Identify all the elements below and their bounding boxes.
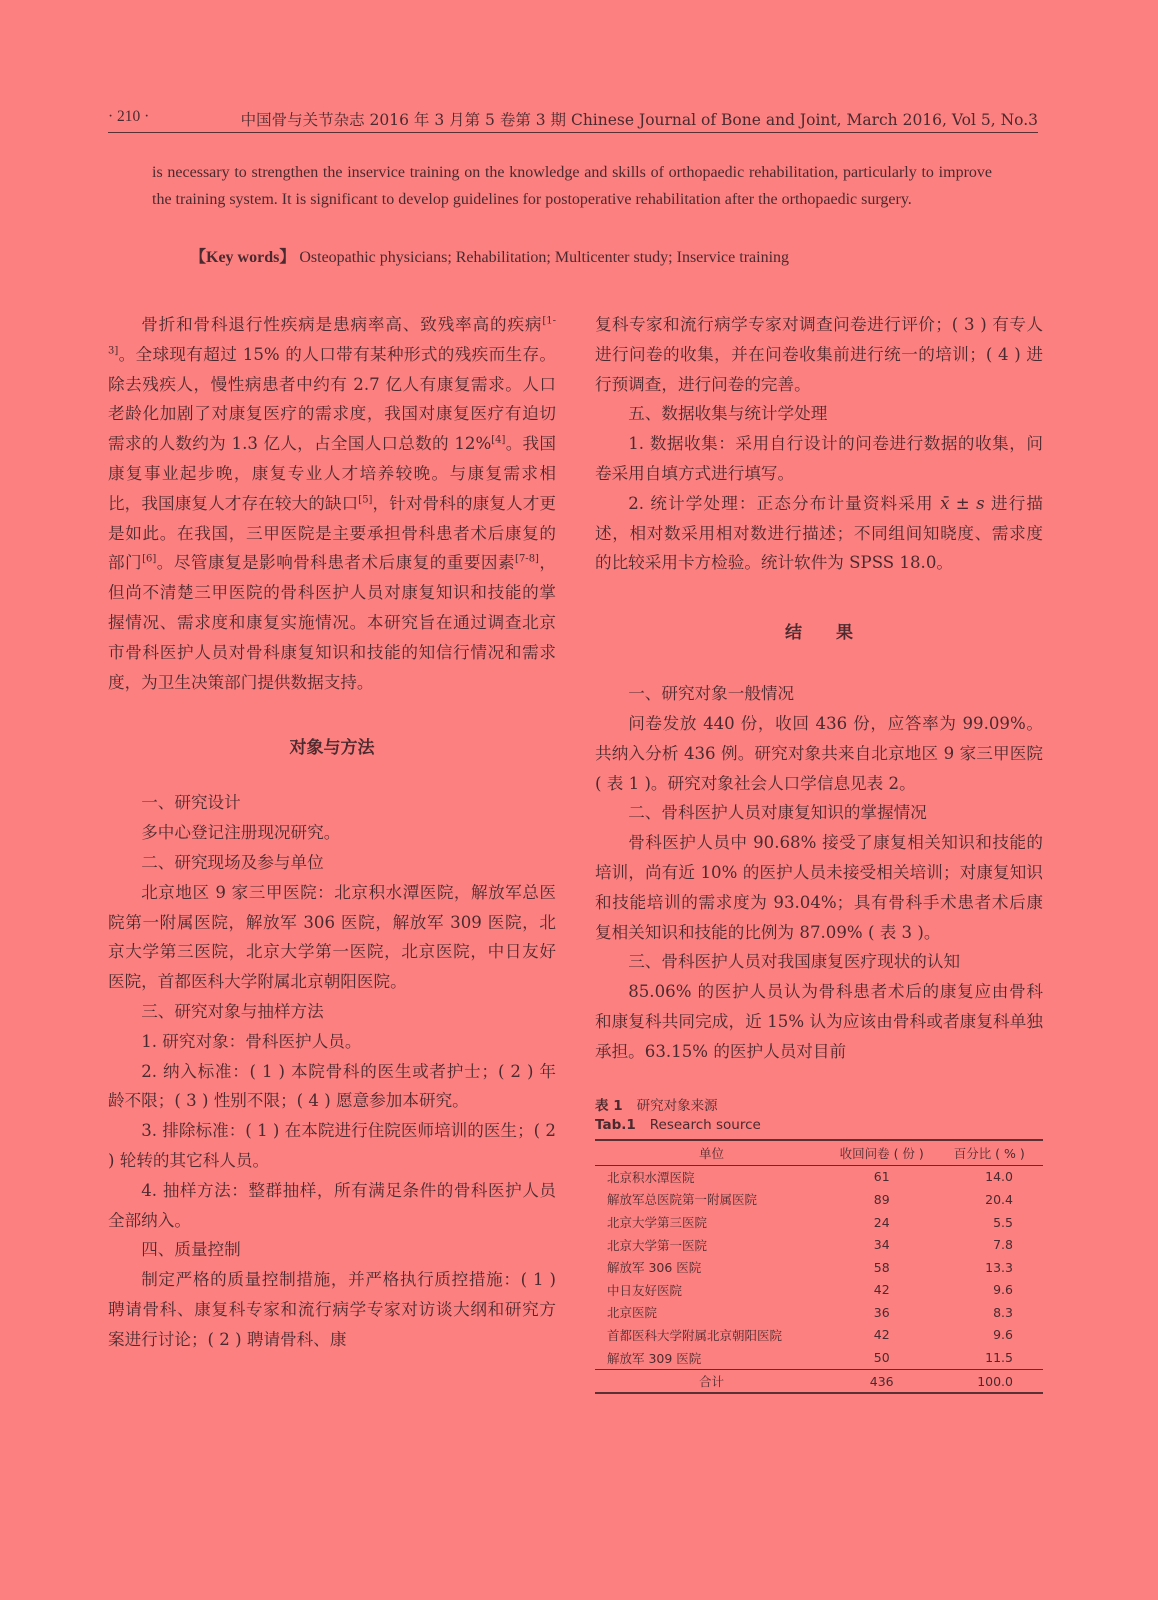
paragraph: 北京地区 9 家三甲医院：北京积水潭医院，解放军总医院第一附属医院，解放军 306 医院，解放军 309 医院，北京大学第三医院，北京大学第一医院，北京医院，中日友好医院，首都医科大学附属北京朝阳医院。 [108,882,556,992]
column-header: 百分比 ( % ) [953,1145,1025,1161]
table-row [595,1165,1043,1188]
table-cell: 5.5 [993,1214,1013,1230]
paragraph: 制定严格的质量控制措施，并严格执行质控措施：( 1 ) 聘请骨科、康复科专家和流行病学专家对访谈大纲和研究方案进行讨论；( 2 ) 聘请骨科、康 [108,1270,556,1349]
running-header [108,106,1038,133]
table-cell: 北京大学第三医院 [607,1215,708,1231]
text-span: 表 1 [595,1097,623,1114]
text-span: ，但尚不清楚三甲医院的骨科医护人员对康复知识和技能的掌握情况、需求度和康复实施情况。本研究旨在通过调查北京市骨科医护人员对骨科康复知识和技能的知信行情况和需求度，为卫生决策部门提供数据支持。 [108,553,557,692]
table-cell: 13.3 [985,1259,1013,1275]
text-span: [1-3] [108,315,556,357]
subheading: 一、研究对象一般情况 [628,684,795,704]
table-cell: 解放军总医院第一附属医院 [607,1192,758,1208]
paragraph: 1. 数据收集：采用自行设计的问卷进行数据的收集，问卷采用自填方式进行填写。 [595,434,1043,483]
paragraph: 3. 排除标准：( 1 ) 在本院进行住院医师培训的医生；( 2 ) 轮转的其它科人员。 [108,1121,556,1170]
subheading: 三、研究对象与抽样方法 [141,1001,324,1021]
section-heading-methods: 对象与方法 [289,738,375,759]
table-row [595,1233,1043,1256]
journal-citation: 中国骨与关节杂志 2016 年 3 月第 5 卷第 3 期 Chinese Journal of Bone and Joint, March 2016, Vol 5, No.3 [240,111,1038,129]
subheading: 一、研究设计 [141,793,241,813]
text-span: 。尽管康复是影响骨科患者术后康复的重要因素 [156,553,516,573]
table-cell: 436 [869,1373,894,1389]
table-header-row [595,1140,1043,1166]
paragraph: 1. 研究对象：骨科医护人员。 [141,1031,362,1051]
text-span: 。我国康复事业起步晚，康复专业人才培养较晚。与康复需求相比，我国康复人才存在较大的缺口 [108,434,557,513]
table-cell: 34 [873,1237,890,1253]
text-span: [5] [358,494,373,506]
subheading: 五、数据收集与统计学处理 [628,404,828,424]
table-cell: 中日友好医院 [607,1282,683,1298]
table-cell: 42 [873,1282,890,1298]
keywords-text: Osteopathic physicians; Rehabilitation; Multicenter study; Inservice training [299,249,790,266]
text-span: x̄ ± s [940,493,985,513]
table-row [595,1301,1043,1324]
subheading: 二、研究现场及参与单位 [141,852,324,872]
text-span: [7-8] [515,553,539,565]
table-cell: 89 [873,1191,890,1207]
table-cell: 北京大学第一医院 [607,1237,708,1253]
left-column [108,310,556,1355]
text-span: 研究对象来源 [636,1097,718,1114]
page-number: · 210 · [108,108,150,125]
table-cell: 7.8 [993,1237,1013,1253]
table-cell: 14.0 [985,1169,1013,1185]
table-cell: 24 [873,1214,890,1230]
subheading: 二、骨科医护人员对康复知识的掌握情况 [628,803,927,823]
text-span: ，针对骨科的康复人才更是如此。在我国，三甲医院是主要承担骨科患者术后康复的部门 [108,493,557,573]
table-row [595,1211,1043,1234]
table-cell: 解放军 306 医院 [607,1260,702,1276]
text-span: 。全球现有超过 15% 的人口带有某种形式的残疾而生存。除去残疾人，慢性病患者中约有 2.7 亿人有康复需求。人口老龄化加剧了对康复医疗的需求度，我国对康复医疗有迫切需求的人数约为 1.3 亿人，占全国人口总数的 12% [108,344,556,454]
table-row [595,1324,1043,1347]
keywords-line [190,244,789,267]
table-cell: 合计 [698,1374,724,1390]
right-column [595,310,1043,1394]
column-header: 收回问卷 ( 份 ) [839,1145,924,1161]
table-cell: 8.3 [993,1304,1013,1320]
text-span: 进行描述，相对数采用相对数进行描述；不同组间知晓度、需求度的比较采用卡方检验。统计软件为 SPSS 18.0。 [595,493,1044,573]
paragraph [595,489,1043,578]
subheading: 四、质量控制 [141,1240,241,1260]
abstract-text: is necessary to strengthen the inservice training on the knowledge and skills of orthopaedic rehabilitation, particularly to improve the training system. It is significant to develop guidelines for postoperative rehabilitation after the orthopaedic surgery. [152,164,992,208]
table-cell: 61 [873,1169,890,1185]
paragraph: 85.06% 的医护人员认为骨科患者术后的康复应由骨科和康复科共同完成，近 15% 认为应该由骨科或者康复科单独承担。63.15% 的医护人员对目前 [595,982,1043,1061]
table-cell: 北京医院 [607,1305,658,1321]
table-cell: 11.5 [985,1350,1013,1366]
table-total-row [595,1369,1043,1393]
text-span: 骨折和骨科退行性疾病是患病率高、致残率高的疾病 [141,315,543,334]
column-header: 单位 [698,1145,724,1161]
paragraph: 骨科医护人员中 90.68% 接受了康复相关知识和技能的培训，尚有近 10% 的医护人员未接受相关培训；对康复知识和技能培训的需求度为 93.04%；具有骨科手术患者术后康复相关知识和技能的比例为 87.09% ( 表 3 )。 [595,833,1043,942]
table-cell: 首都医科大学附属北京朝阳医院 [607,1327,783,1343]
table-row [595,1188,1043,1211]
table-cell: 36 [873,1304,890,1320]
table-cell: 9.6 [993,1282,1013,1298]
table-cell: 解放军 309 医院 [607,1350,702,1366]
table-cell: 58 [873,1259,890,1275]
table1 [595,1139,1043,1395]
paragraph: 2. 纳入标准：( 1 ) 本院骨科的医生或者护士；( 2 ) 年龄不限；( 3 ) 性别不限；( 4 ) 愿意参加本研究。 [108,1061,556,1111]
paragraph: 多中心登记注册现况研究。 [141,823,341,843]
abstract-continuation [152,160,992,213]
table-row [595,1256,1043,1279]
keywords-label: 【Key words】 [190,249,296,266]
table-cell: 20.4 [985,1191,1013,1207]
table-cell: 北京积水潭医院 [607,1169,695,1185]
text-span: Tab.1 [595,1116,636,1133]
text-span: Research source [649,1116,761,1133]
intro-paragraph [108,310,556,697]
table-row [595,1279,1043,1302]
table-cell: 50 [873,1350,890,1366]
paragraph: 4. 抽样方法：整群抽样，所有满足条件的骨科医护人员全部纳入。 [108,1180,556,1230]
text-span: [4] [491,434,506,446]
text-span: 2. 统计学处理：正态分布计量资料采用 [628,493,941,513]
text-span: [6] [142,553,157,565]
section-heading-results: 结 果 [785,623,853,644]
table-row [595,1346,1043,1369]
table-cell: 42 [873,1327,890,1343]
paragraph: 问卷发放 440 份，收回 436 份，应答率为 99.09%。共纳入分析 436 例。研究对象共来自北京地区 9 家三甲医院 ( 表 1 )。研究对象社会人口学信息见表 2。 [595,713,1043,793]
table-cell: 100.0 [977,1373,1013,1389]
subheading: 三、骨科医护人员对我国康复医疗现状的认知 [628,952,961,972]
paragraph: 复科专家和流行病学专家对调查问卷进行评价；( 3 ) 有专人进行问卷的收集，并在问卷收集前进行统一的培训；( 4 ) 进行预调查，进行问卷的完善。 [595,315,1043,394]
table1-caption [595,1097,1043,1135]
table-cell: 9.6 [993,1327,1013,1343]
